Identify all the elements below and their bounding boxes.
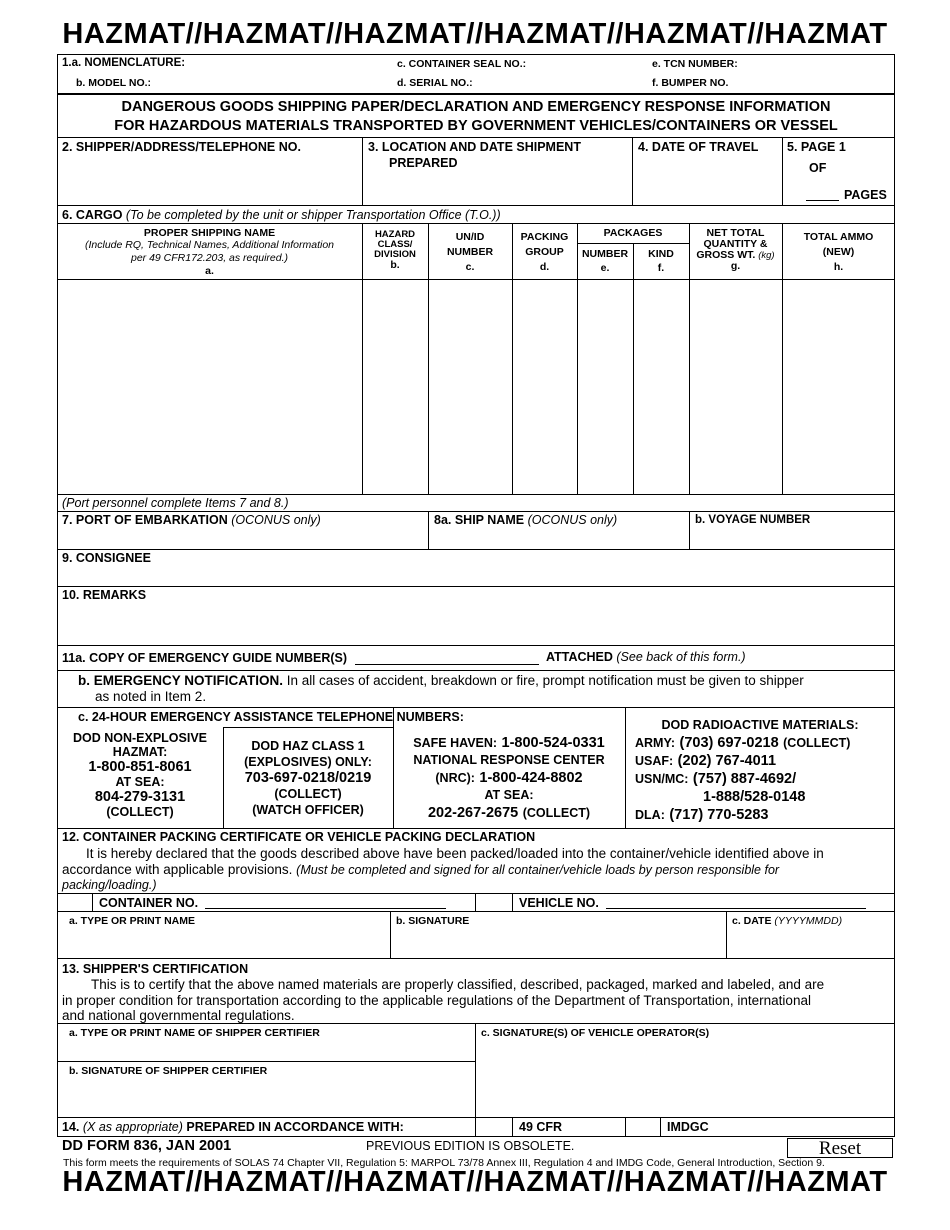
- col-d-line1: PACKING: [520, 231, 569, 243]
- usn-label: USN/MC:: [635, 772, 689, 786]
- col-g-unit: (kg): [758, 250, 775, 261]
- col-a-letter: a.: [205, 265, 214, 277]
- vehicle-no-input[interactable]: [606, 908, 866, 909]
- nomenclature-label: 1.a. NOMENCLATURE:: [62, 57, 186, 69]
- col-f-header: [633, 247, 689, 275]
- col-d-line2: GROUP: [525, 246, 564, 258]
- army-collect: (COLLECT): [783, 736, 851, 750]
- hazc1-number: 703-697-0218/0219: [244, 770, 372, 786]
- ship-name-note: (OCONUS only): [527, 513, 618, 527]
- container-seal-label: c. CONTAINER SEAL NO.:: [397, 58, 527, 70]
- row13-title: 13. SHIPPER'S CERTIFICATION: [62, 962, 249, 976]
- col-a-header: [57, 227, 362, 277]
- col-a-note1: (Include RQ, Technical Names, Additional Information: [84, 239, 334, 251]
- nonexp-title-2: HAZMAT:: [112, 745, 168, 759]
- row14-text: PREPARED IN ACCORDANCE WITH:: [186, 1120, 404, 1134]
- row13-text-3: and national governmental regulations.: [62, 1008, 295, 1023]
- usaf-number: (202) 767-4011: [677, 753, 777, 769]
- col-b-line2: CLASS/: [377, 239, 413, 250]
- cargo-heading: [62, 208, 501, 222]
- attached-label: ATTACHED: [546, 650, 613, 664]
- nrc-label: (NRC):: [435, 771, 475, 785]
- hazclass1-phones: [223, 738, 393, 818]
- emergency-guide-input[interactable]: [355, 664, 539, 665]
- col-e-line1: NUMBER: [581, 248, 629, 260]
- hazmat-banner-top: HAZMAT//HAZMAT//HAZMAT//HAZMAT//HAZMAT//HAZMAT: [62, 18, 888, 50]
- certifier-name-label: a. TYPE OR PRINT NAME OF SHIPPER CERTIFIER: [69, 1027, 320, 1039]
- col-b-line1: HAZARD: [374, 229, 416, 240]
- col-f-letter: f.: [657, 262, 665, 274]
- row12-text2: accordance with applicable provisions.: [62, 862, 293, 877]
- col-b-letter: b.: [390, 259, 400, 271]
- row12-date-label: c. DATE: [732, 915, 772, 927]
- hazmat-banner-bottom: HAZMAT//HAZMAT//HAZMAT//HAZMAT//HAZMAT//HAZMAT: [62, 1166, 888, 1198]
- row12-text-1: It is hereby declared that the goods described above have been packed/loaded into the container/vehicle identified above in: [86, 846, 824, 861]
- ship-name-label: 8a. SHIP NAME: [434, 513, 525, 527]
- pages-label: PAGES: [844, 188, 887, 202]
- row12-date-format: (YYYYMMDD): [774, 915, 843, 927]
- container-no-label: CONTAINER NO.: [99, 896, 199, 910]
- location-label: 3. LOCATION AND DATE SHIPMENT: [368, 140, 581, 154]
- form-title-line2: FOR HAZARDOUS MATERIALS TRANSPORTED BY GOVERNMENT VEHICLES/CONTAINERS OR VESSEL: [114, 118, 838, 134]
- army-number: (703) 697-0218: [679, 735, 779, 751]
- row12-text-2: [62, 862, 779, 877]
- imdgc-checkbox[interactable]: [626, 1118, 659, 1136]
- nrc-number: 1-800-424-8802: [479, 770, 583, 786]
- row14-label: 14.: [62, 1120, 80, 1134]
- cargo-note: (To be completed by the unit or shipper Transportation Office (T.O.)): [125, 208, 501, 222]
- col-h-line2: (NEW): [822, 246, 855, 258]
- col-e-letter: e.: [600, 262, 610, 274]
- col-a-title: PROPER SHIPPING NAME: [143, 227, 276, 239]
- cfr-label: 49 CFR: [519, 1120, 563, 1134]
- col-h-letter: h.: [833, 261, 844, 273]
- nonexp-collect: (COLLECT): [106, 805, 174, 819]
- port-embark-label: 7. PORT OF EMBARKATION: [62, 513, 228, 527]
- nrc-collect: (COLLECT): [522, 806, 591, 820]
- row12-title: 12. CONTAINER PACKING CERTIFICATE OR VEHICLE PACKING DECLARATION: [62, 830, 536, 844]
- col-d-header: [512, 230, 577, 275]
- nonexp-sea-label: AT SEA:: [115, 775, 165, 789]
- voyage-number-label: b. VOYAGE NUMBER: [695, 514, 811, 526]
- cargo-entry-area[interactable]: [58, 280, 894, 493]
- nonexp-number: 1-800-851-8061: [88, 759, 192, 775]
- packages-header: PACKAGES: [603, 227, 663, 239]
- row13-text-1: This is to certify that the above named materials are properly classified, described, packaged, marked and labeled, and are: [91, 977, 825, 992]
- imdgc-label: IMDGC: [667, 1120, 709, 1134]
- consignee-label: 9. CONSIGNEE: [62, 551, 151, 565]
- col-c-letter: c.: [465, 261, 475, 273]
- col-a-note2: per 49 CFR172.203, as required.): [130, 252, 288, 264]
- col-g-letter: g.: [730, 260, 741, 272]
- col-h-header: [782, 230, 895, 275]
- safe-haven-phones: [393, 734, 625, 822]
- col-c-line2: NUMBER: [446, 246, 494, 258]
- emergency-notification: [78, 673, 878, 688]
- nonexp-sea-number: 804-279-3131: [94, 789, 186, 805]
- army-label: ARMY:: [635, 736, 676, 750]
- hazc1-watch: (WATCH OFFICER): [252, 803, 364, 817]
- col-c-line1: UN/ID: [455, 231, 485, 243]
- vehicle-operator-signature-label: c. SIGNATURE(S) OF VEHICLE OPERATOR(S): [481, 1027, 710, 1039]
- row12-signature-label: b. SIGNATURE: [396, 915, 470, 927]
- nonexp-title-1: DOD NON-EXPLOSIVE: [72, 731, 208, 745]
- bumper-label: f. BUMPER NO.: [652, 77, 729, 89]
- safe-haven-label: SAFE HAVEN:: [413, 736, 498, 750]
- col-g-line3: GROSS WT.: [696, 249, 756, 261]
- col-d-letter: d.: [539, 261, 550, 273]
- form-title-line1: DANGEROUS GOODS SHIPPING PAPER/DECLARATION AND EMERGENCY RESPONSE INFORMATION: [121, 99, 831, 115]
- total-pages-input[interactable]: [806, 186, 839, 199]
- certifier-signature-label: b. SIGNATURE OF SHIPPER CERTIFIER: [69, 1065, 268, 1077]
- row12-name-label: a. TYPE OR PRINT NAME: [69, 915, 196, 927]
- row12-note3: packing/loading.): [62, 878, 157, 892]
- notification-text-2: as noted in Item 2.: [95, 689, 207, 704]
- col-e-header: [577, 247, 633, 275]
- reset-button[interactable]: Reset: [787, 1138, 893, 1158]
- col-b-line3: DIVISION: [374, 249, 416, 260]
- row14-note: (X as appropriate): [82, 1120, 183, 1134]
- dla-number: (717) 770-5283: [669, 807, 769, 823]
- row12-date-heading: [732, 915, 842, 927]
- col-f-line1: KIND: [648, 248, 674, 260]
- attached-note: (See back of this form.): [616, 650, 746, 664]
- cargo-label: 6. CARGO: [62, 208, 123, 222]
- hazc1-collect: (COLLECT): [274, 787, 342, 801]
- serial-label: d. SERIAL NO.:: [397, 77, 473, 89]
- row14-heading: [62, 1120, 404, 1134]
- port-embark-note: (OCONUS only): [231, 513, 321, 527]
- col-h-line1: TOTAL AMMO: [803, 231, 874, 243]
- port-personnel-note: (Port personnel complete Items 7 and 8.): [62, 496, 289, 510]
- dla-label: DLA:: [635, 808, 665, 822]
- cfr-checkbox[interactable]: [476, 1118, 511, 1136]
- location-label-2: PREPARED: [389, 156, 458, 170]
- col-g-line1: NET TOTAL: [706, 227, 765, 239]
- nonexp-phones: [57, 731, 223, 819]
- ship-name-heading: [434, 513, 617, 527]
- page-of-label: OF: [809, 161, 827, 175]
- radioactive-title: DOD RADIOACTIVE MATERIALS:: [661, 718, 859, 732]
- row12-note2: (Must be completed and signed for all container/vehicle loads by person responsible for: [296, 863, 780, 877]
- nrc-sea-number: 202-267-2675: [427, 805, 519, 821]
- col-g-line2: QUANTITY &: [703, 238, 768, 250]
- safe-haven-number: 1-800-524-0331: [501, 735, 605, 751]
- nrc-sea-label: AT SEA:: [484, 788, 534, 802]
- hazc1-title-2: (EXPLOSIVES) ONLY:: [244, 755, 372, 769]
- form-number: DD FORM 836, JAN 2001: [62, 1138, 232, 1154]
- usn-number-2: 1-888/528-0148: [703, 789, 806, 805]
- remarks-label: 10. REMARKS: [62, 588, 147, 602]
- shipper-label: 2. SHIPPER/ADDRESS/TELEPHONE NO.: [62, 140, 301, 154]
- phones-label: c. 24-HOUR EMERGENCY ASSISTANCE TELEPHONE NUMBERS:: [78, 710, 464, 724]
- col-g-header: [689, 228, 782, 272]
- model-label: b. MODEL NO.:: [76, 77, 152, 89]
- date-travel-label: 4. DATE OF TRAVEL: [638, 140, 759, 154]
- col-b-header: [362, 230, 428, 270]
- page-label: 5. PAGE 1: [787, 140, 846, 154]
- vehicle-no-label: VEHICLE NO.: [519, 896, 599, 910]
- col-c-header: [428, 230, 512, 275]
- solas-note: This form meets the requirements of SOLAS 74 Chapter VII, Regulation 5: MARPOL 73/78 Annex III, Regulation 4 and IMDG Code, General Introduction, Section 9.: [63, 1157, 825, 1169]
- nrc-title: NATIONAL RESPONSE CENTER: [413, 753, 605, 767]
- container-no-input[interactable]: [205, 908, 446, 909]
- hazc1-title-1: DOD HAZ CLASS 1: [251, 739, 365, 753]
- tcn-label: e. TCN NUMBER:: [652, 58, 738, 70]
- notification-label: b. EMERGENCY NOTIFICATION.: [78, 673, 284, 688]
- form-title: [57, 98, 895, 136]
- notification-text-1: In all cases of accident, breakdown or fire, prompt notification must be given to shipper: [286, 673, 804, 688]
- attached-text: [546, 650, 746, 664]
- usaf-label: USAF:: [635, 754, 674, 768]
- row13-text-2: in proper condition for transportation according to the applicable regulations of the Department of Transportation, international: [62, 993, 811, 1008]
- radioactive-phones: [635, 734, 850, 824]
- usn-number: (757) 887-4692/: [692, 771, 797, 787]
- obsolete-note: PREVIOUS EDITION IS OBSOLETE.: [366, 1139, 575, 1153]
- emergency-guide-label: 11a. COPY OF EMERGENCY GUIDE NUMBER(S): [62, 651, 348, 665]
- port-embark-heading: [62, 513, 321, 527]
